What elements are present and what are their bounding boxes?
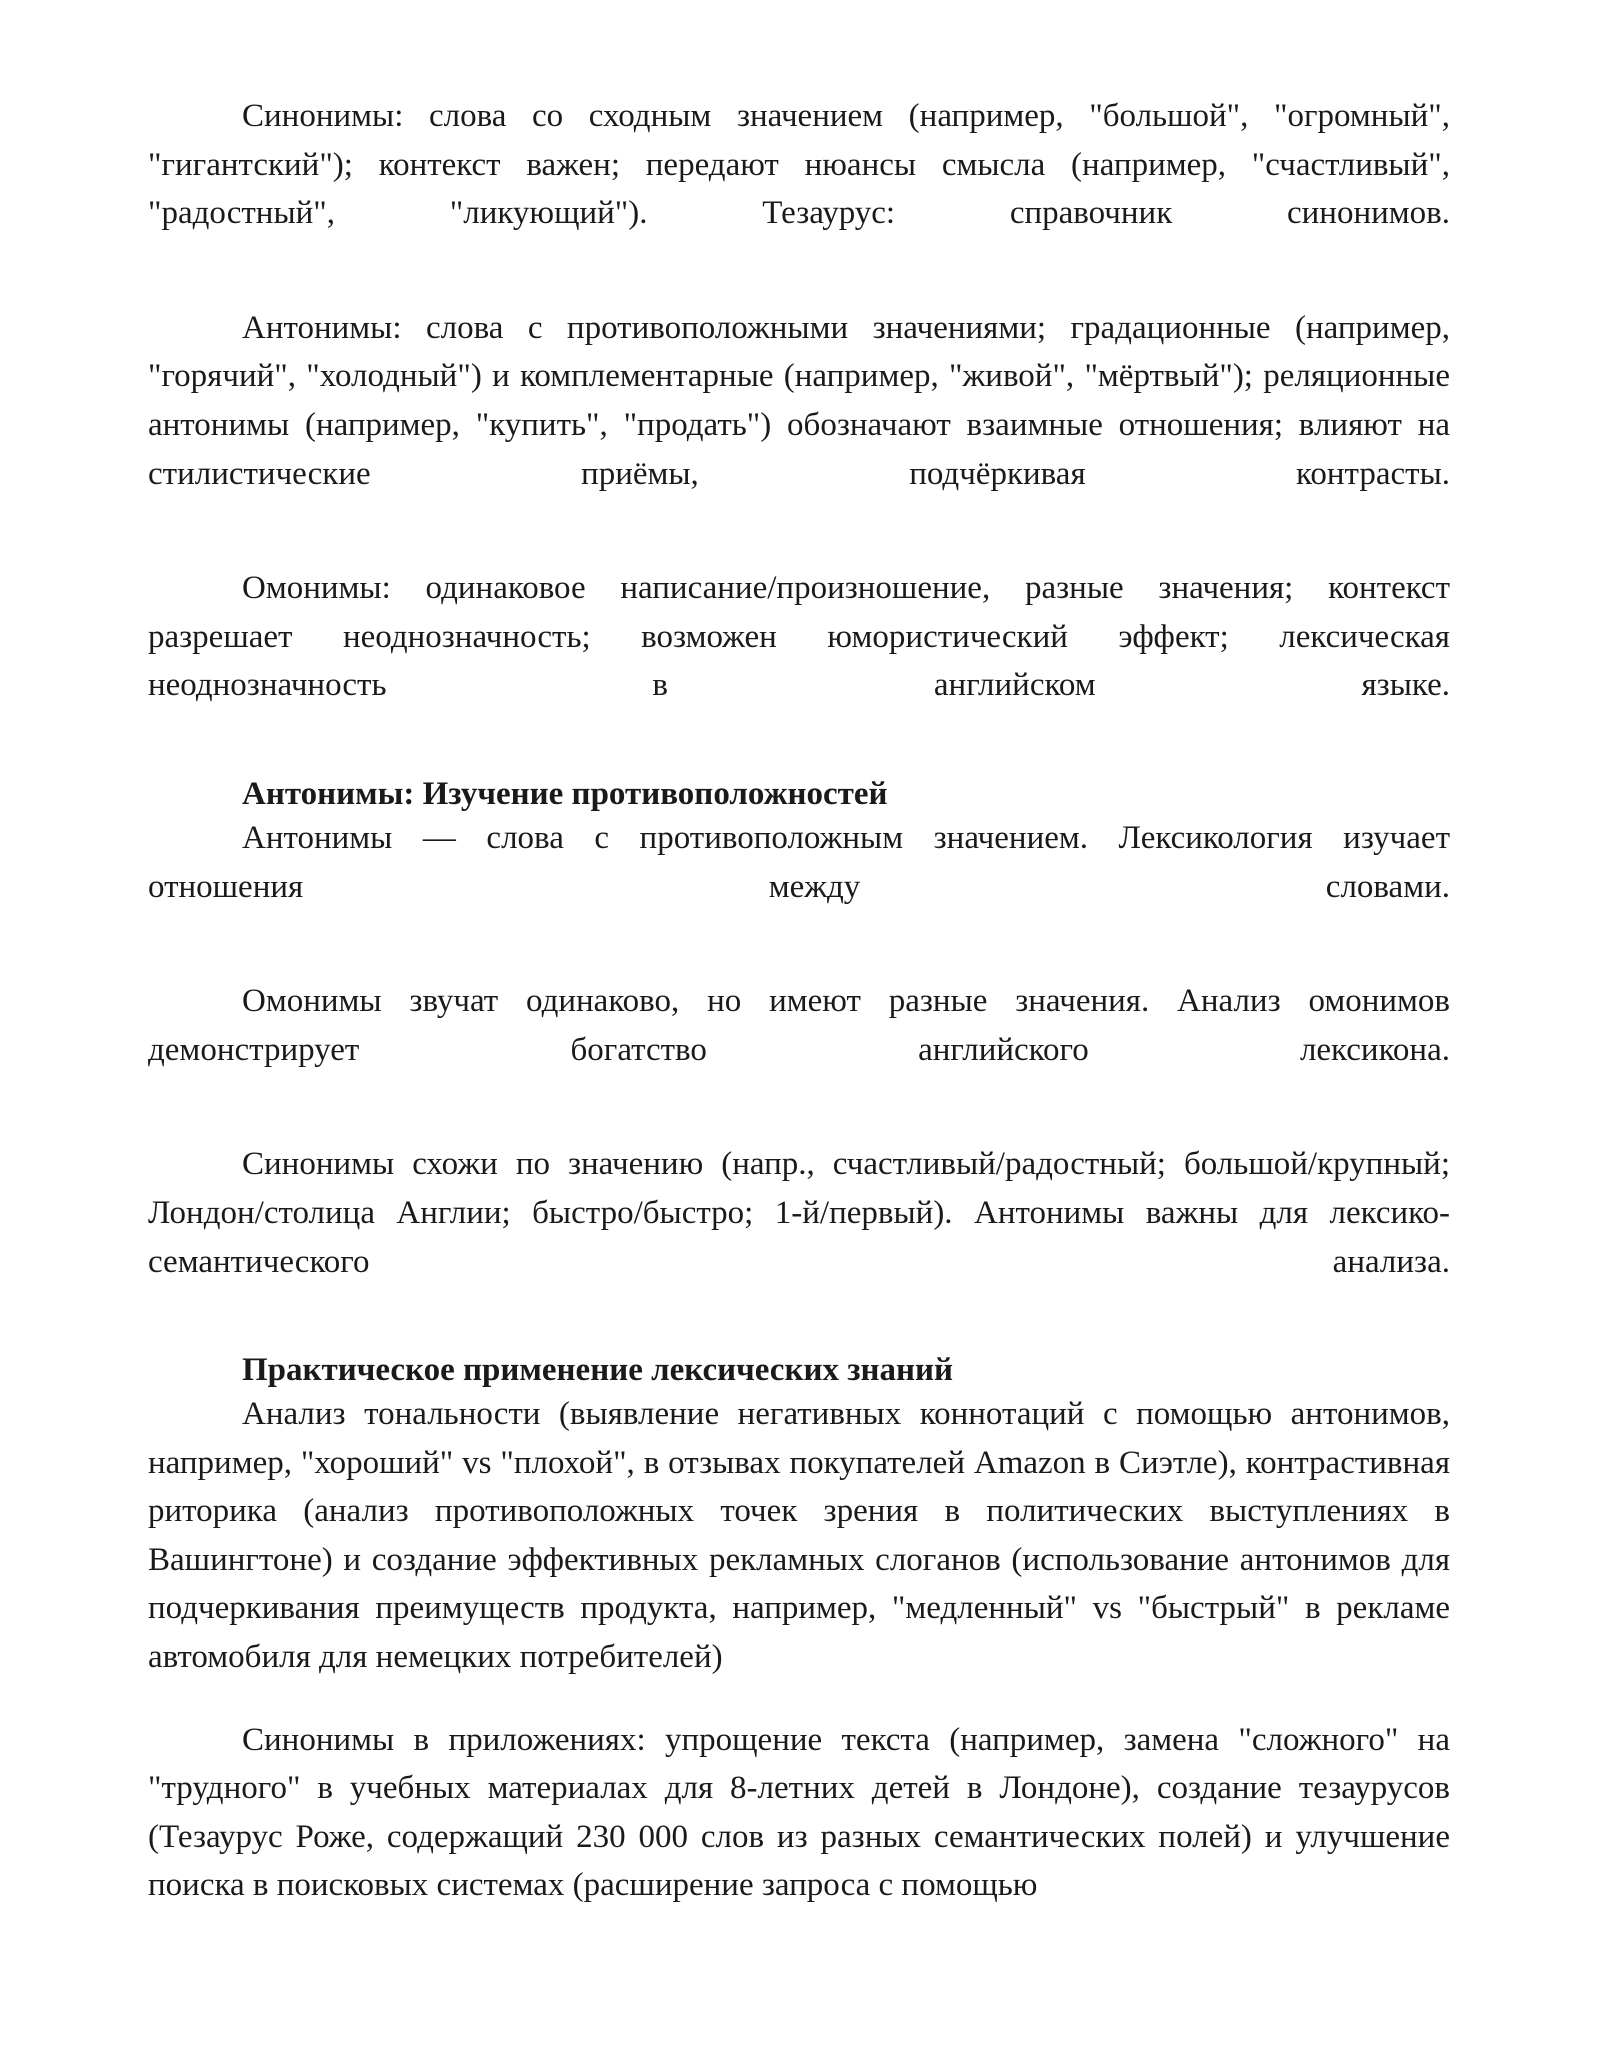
paragraph-synonyms-examples: Синонимы схожи по значению (напр., счастливый/радостный; большой/крупный; Лондон/столица Англии; быстро/быстро; 1-й/первый). Антонимы важны для лексико-семантического анализа. — [148, 1146, 1450, 1280]
paragraph-spacer — [148, 238, 1450, 304]
heading-antonyms-study: Антонимы: Изучение противоположностей — [242, 775, 888, 812]
paragraph-homonyms-intro: Омонимы: одинаковое написание/произношение, разные значения; контекст разрешает неоднозначность; возможен юмористический эффект; лексическая неоднозначность в английском языке. — [148, 570, 1450, 704]
paragraph-homonyms-sound: Омонимы звучат одинаково, но имеют разные значения. Анализ омонимов демонстрирует богатство английского лексикона. — [148, 983, 1450, 1068]
paragraph-spacer — [148, 1682, 1450, 1716]
heading-practical-application: Практическое применение лексических знаний — [242, 1352, 954, 1389]
paragraph-sentiment-analysis: Анализ тональности (выявление негативных коннотаций с помощью антонимов, например, "хороший" vs "плохой", в отзывах покупателей Amazon в Сиэтле), контрастивная риторика (анализ противоположных точек зрения в политических выступлениях в Вашингтоне) и создание эффективных рекламных слоганов (использование антонимов для подчеркивания преимуществ продукта, например, "медленный" vs "быстрый" в рекламе автомобиля для немецких потребителей) — [148, 1396, 1450, 1676]
document-page — [148, 92, 1450, 1910]
paragraph-spacer — [148, 1286, 1450, 1350]
paragraph-synonyms-applications: Синонимы в приложениях: упрощение текста (например, замена "сложного" на "трудного" в учебных материалах для 8-летних детей в Лондоне), создание тезаурусов (Тезаурус Роже, содержащий 230 000 слов из разных семантических полей) и улучшение поиска в поисковых системах (расширение запроса с помощью — [148, 1721, 1450, 1904]
paragraph-antonyms-definition: Антонимы — слова с противоположным значением. Лексикология изучает отношения между словами. — [148, 819, 1450, 905]
paragraph-spacer — [148, 911, 1450, 977]
paragraph-synonyms-intro: Синонимы: слова со сходным значением (например, "большой", "огромный", "гигантский"); контекст важен; передают нюансы смысла (например, "счастливый", "радостный", "ликующий"). Тезаурус: справочник синонимов. — [148, 98, 1450, 232]
paragraph-spacer — [148, 710, 1450, 774]
paragraph-antonyms-intro: Антонимы: слова с противоположными значениями; градационные (например, "горячий", "холодный") и комплементарные (например, "живой", "мёртвый"); реляционные антонимы (например, "купить", "продать") обозначают взаимные отношения; влияют на стилистические приёмы, подчёркивая контрасты. — [148, 309, 1450, 492]
paragraph-spacer — [148, 1074, 1450, 1140]
paragraph-spacer — [148, 498, 1450, 564]
